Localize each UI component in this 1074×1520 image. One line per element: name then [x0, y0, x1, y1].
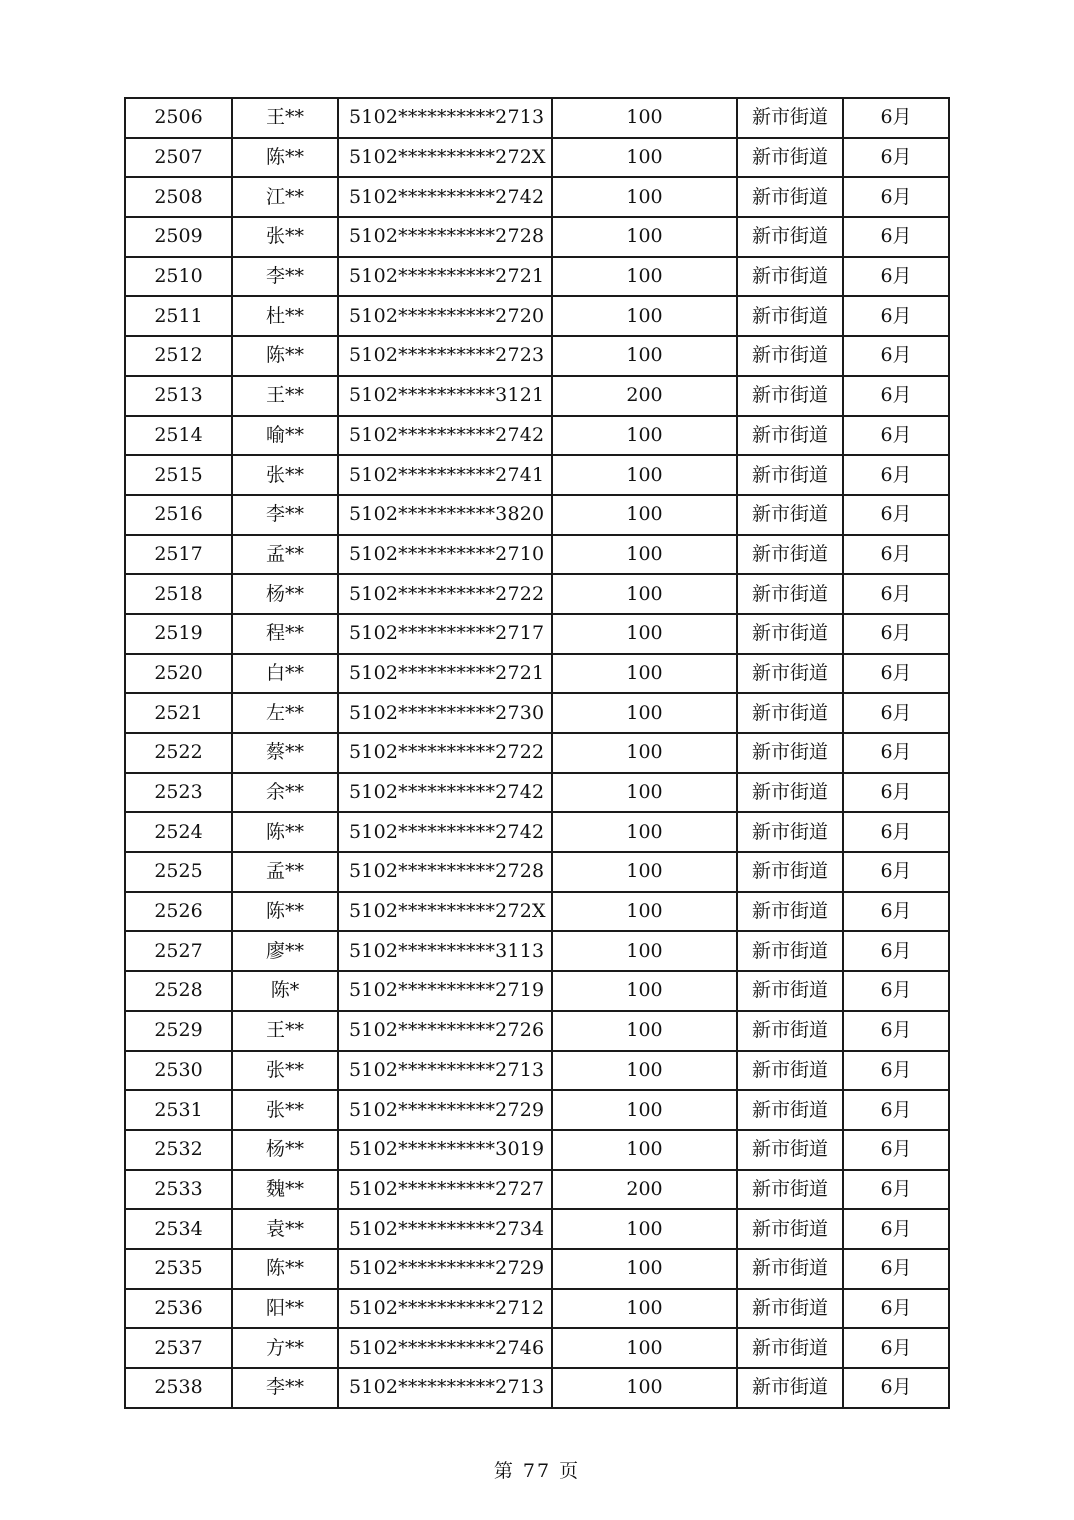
- cell-month: 6月: [843, 1249, 949, 1289]
- cell-name: 张**: [232, 217, 338, 257]
- cell-amount: 100: [552, 455, 737, 495]
- table-row: [125, 654, 949, 694]
- cell-serial-number: 2535: [125, 1249, 232, 1289]
- cell-serial-number: 2531: [125, 1090, 232, 1130]
- cell-amount: 100: [552, 1249, 737, 1289]
- table-row: [125, 535, 949, 575]
- cell-name: 陈**: [232, 812, 338, 852]
- cell-month: 6月: [843, 257, 949, 297]
- cell-month: 6月: [843, 1051, 949, 1091]
- cell-id-number: 5102**********272X: [338, 892, 552, 932]
- table-row: [125, 931, 949, 971]
- cell-amount: 100: [552, 693, 737, 733]
- cell-name: 孟**: [232, 535, 338, 575]
- cell-serial-number: 2515: [125, 455, 232, 495]
- cell-street: 新市街道: [737, 614, 843, 654]
- cell-id-number: 5102**********272X: [338, 138, 552, 178]
- cell-id-number: 5102**********2721: [338, 257, 552, 297]
- cell-amount: 100: [552, 296, 737, 336]
- cell-street: 新市街道: [737, 535, 843, 575]
- cell-serial-number: 2511: [125, 296, 232, 336]
- cell-name: 张**: [232, 1051, 338, 1091]
- cell-month: 6月: [843, 1170, 949, 1210]
- cell-month: 6月: [843, 336, 949, 376]
- table-row: [125, 614, 949, 654]
- table-row: [125, 892, 949, 932]
- cell-month: 6月: [843, 98, 949, 138]
- cell-id-number: 5102**********2721: [338, 654, 552, 694]
- cell-name: 陈**: [232, 336, 338, 376]
- table-row: [125, 773, 949, 813]
- cell-month: 6月: [843, 455, 949, 495]
- cell-month: 6月: [843, 416, 949, 456]
- cell-serial-number: 2534: [125, 1209, 232, 1249]
- cell-month: 6月: [843, 654, 949, 694]
- cell-amount: 100: [552, 931, 737, 971]
- cell-amount: 100: [552, 1051, 737, 1091]
- cell-serial-number: 2538: [125, 1368, 232, 1408]
- cell-amount: 200: [552, 1170, 737, 1210]
- cell-month: 6月: [843, 733, 949, 773]
- cell-month: 6月: [843, 1209, 949, 1249]
- cell-name: 白**: [232, 654, 338, 694]
- cell-name: 孟**: [232, 852, 338, 892]
- cell-amount: 100: [552, 614, 737, 654]
- cell-name: 魏**: [232, 1170, 338, 1210]
- cell-amount: 100: [552, 654, 737, 694]
- cell-street: 新市街道: [737, 892, 843, 932]
- cell-name: 杜**: [232, 296, 338, 336]
- table-row: [125, 1011, 949, 1051]
- cell-amount: 100: [552, 535, 737, 575]
- cell-street: 新市街道: [737, 1170, 843, 1210]
- table-row: [125, 1170, 949, 1210]
- cell-street: 新市街道: [737, 1011, 843, 1051]
- cell-id-number: 5102**********2722: [338, 574, 552, 614]
- cell-street: 新市街道: [737, 971, 843, 1011]
- table-row: [125, 1209, 949, 1249]
- cell-amount: 100: [552, 257, 737, 297]
- cell-street: 新市街道: [737, 812, 843, 852]
- cell-id-number: 5102**********3019: [338, 1130, 552, 1170]
- cell-street: 新市街道: [737, 98, 843, 138]
- cell-amount: 200: [552, 376, 737, 416]
- cell-serial-number: 2523: [125, 773, 232, 813]
- cell-month: 6月: [843, 1090, 949, 1130]
- cell-name: 张**: [232, 455, 338, 495]
- cell-name: 廖**: [232, 931, 338, 971]
- table-row: [125, 336, 949, 376]
- cell-id-number: 5102**********2742: [338, 416, 552, 456]
- cell-amount: 100: [552, 416, 737, 456]
- table-row: [125, 376, 949, 416]
- cell-id-number: 5102**********2729: [338, 1249, 552, 1289]
- table-row: [125, 812, 949, 852]
- cell-month: 6月: [843, 296, 949, 336]
- cell-month: 6月: [843, 1011, 949, 1051]
- cell-name: 程**: [232, 614, 338, 654]
- table-row: [125, 852, 949, 892]
- cell-serial-number: 2507: [125, 138, 232, 178]
- cell-name: 陈**: [232, 138, 338, 178]
- cell-amount: 100: [552, 892, 737, 932]
- cell-amount: 100: [552, 495, 737, 535]
- table-row: [125, 416, 949, 456]
- cell-id-number: 5102**********3113: [338, 931, 552, 971]
- cell-street: 新市街道: [737, 654, 843, 694]
- cell-month: 6月: [843, 693, 949, 733]
- cell-street: 新市街道: [737, 931, 843, 971]
- table-row: [125, 1289, 949, 1329]
- cell-id-number: 5102**********2719: [338, 971, 552, 1011]
- cell-street: 新市街道: [737, 852, 843, 892]
- cell-id-number: 5102**********2730: [338, 693, 552, 733]
- cell-street: 新市街道: [737, 376, 843, 416]
- cell-street: 新市街道: [737, 455, 843, 495]
- table-row: [125, 177, 949, 217]
- cell-id-number: 5102**********2728: [338, 852, 552, 892]
- cell-street: 新市街道: [737, 1249, 843, 1289]
- cell-amount: 100: [552, 574, 737, 614]
- cell-id-number: 5102**********2741: [338, 455, 552, 495]
- cell-name: 王**: [232, 376, 338, 416]
- records-body: [125, 98, 949, 1408]
- cell-name: 张**: [232, 1090, 338, 1130]
- cell-name: 李**: [232, 1368, 338, 1408]
- cell-street: 新市街道: [737, 217, 843, 257]
- cell-street: 新市街道: [737, 773, 843, 813]
- table-row: [125, 1368, 949, 1408]
- cell-id-number: 5102**********2742: [338, 177, 552, 217]
- cell-serial-number: 2527: [125, 931, 232, 971]
- cell-serial-number: 2536: [125, 1289, 232, 1329]
- cell-amount: 100: [552, 1289, 737, 1329]
- table-row: [125, 693, 949, 733]
- cell-month: 6月: [843, 535, 949, 575]
- cell-month: 6月: [843, 1368, 949, 1408]
- cell-serial-number: 2518: [125, 574, 232, 614]
- cell-month: 6月: [843, 852, 949, 892]
- cell-serial-number: 2528: [125, 971, 232, 1011]
- page-number: 第 77 页: [493, 1460, 581, 1482]
- cell-amount: 100: [552, 1011, 737, 1051]
- cell-id-number: 5102**********3820: [338, 495, 552, 535]
- cell-name: 方**: [232, 1328, 338, 1368]
- cell-month: 6月: [843, 376, 949, 416]
- cell-amount: 100: [552, 1368, 737, 1408]
- cell-serial-number: 2530: [125, 1051, 232, 1091]
- cell-amount: 100: [552, 138, 737, 178]
- cell-serial-number: 2529: [125, 1011, 232, 1051]
- cell-id-number: 5102**********2742: [338, 773, 552, 813]
- cell-month: 6月: [843, 1289, 949, 1329]
- table-row: [125, 733, 949, 773]
- cell-id-number: 5102**********2734: [338, 1209, 552, 1249]
- cell-name: 陈**: [232, 1249, 338, 1289]
- cell-id-number: 5102**********2726: [338, 1011, 552, 1051]
- table-row: [125, 1249, 949, 1289]
- cell-street: 新市街道: [737, 574, 843, 614]
- table-row: [125, 138, 949, 178]
- cell-serial-number: 2517: [125, 535, 232, 575]
- cell-month: 6月: [843, 574, 949, 614]
- cell-serial-number: 2533: [125, 1170, 232, 1210]
- cell-id-number: 5102**********2722: [338, 733, 552, 773]
- cell-month: 6月: [843, 1130, 949, 1170]
- cell-street: 新市街道: [737, 138, 843, 178]
- cell-serial-number: 2524: [125, 812, 232, 852]
- cell-serial-number: 2509: [125, 217, 232, 257]
- cell-amount: 100: [552, 1328, 737, 1368]
- cell-id-number: 5102**********2712: [338, 1289, 552, 1329]
- table-row: [125, 217, 949, 257]
- cell-month: 6月: [843, 812, 949, 852]
- cell-street: 新市街道: [737, 733, 843, 773]
- records-table: [124, 97, 950, 1409]
- cell-serial-number: 2522: [125, 733, 232, 773]
- cell-serial-number: 2506: [125, 98, 232, 138]
- cell-id-number: 5102**********3121: [338, 376, 552, 416]
- cell-id-number: 5102**********2742: [338, 812, 552, 852]
- table-row: [125, 495, 949, 535]
- cell-serial-number: 2508: [125, 177, 232, 217]
- cell-name: 左**: [232, 693, 338, 733]
- cell-street: 新市街道: [737, 1289, 843, 1329]
- table-row: [125, 296, 949, 336]
- cell-id-number: 5102**********2727: [338, 1170, 552, 1210]
- cell-street: 新市街道: [737, 1368, 843, 1408]
- cell-serial-number: 2516: [125, 495, 232, 535]
- cell-id-number: 5102**********2713: [338, 1368, 552, 1408]
- cell-id-number: 5102**********2717: [338, 614, 552, 654]
- cell-month: 6月: [843, 217, 949, 257]
- cell-month: 6月: [843, 892, 949, 932]
- cell-street: 新市街道: [737, 1130, 843, 1170]
- cell-amount: 100: [552, 98, 737, 138]
- table-row: [125, 574, 949, 614]
- cell-serial-number: 2520: [125, 654, 232, 694]
- cell-name: 袁**: [232, 1209, 338, 1249]
- cell-serial-number: 2537: [125, 1328, 232, 1368]
- cell-name: 喻**: [232, 416, 338, 456]
- table-row: [125, 1090, 949, 1130]
- cell-amount: 100: [552, 733, 737, 773]
- cell-serial-number: 2526: [125, 892, 232, 932]
- table-row: [125, 971, 949, 1011]
- cell-month: 6月: [843, 773, 949, 813]
- cell-street: 新市街道: [737, 1090, 843, 1130]
- cell-street: 新市街道: [737, 296, 843, 336]
- cell-amount: 100: [552, 336, 737, 376]
- cell-name: 李**: [232, 257, 338, 297]
- cell-id-number: 5102**********2720: [338, 296, 552, 336]
- cell-month: 6月: [843, 1328, 949, 1368]
- cell-id-number: 5102**********2713: [338, 1051, 552, 1091]
- cell-id-number: 5102**********2729: [338, 1090, 552, 1130]
- cell-serial-number: 2512: [125, 336, 232, 376]
- cell-month: 6月: [843, 177, 949, 217]
- cell-amount: 100: [552, 812, 737, 852]
- cell-amount: 100: [552, 1090, 737, 1130]
- cell-name: 李**: [232, 495, 338, 535]
- cell-serial-number: 2525: [125, 852, 232, 892]
- cell-street: 新市街道: [737, 1328, 843, 1368]
- cell-name: 王**: [232, 1011, 338, 1051]
- cell-street: 新市街道: [737, 495, 843, 535]
- table-row: [125, 257, 949, 297]
- cell-id-number: 5102**********2746: [338, 1328, 552, 1368]
- cell-month: 6月: [843, 971, 949, 1011]
- cell-serial-number: 2532: [125, 1130, 232, 1170]
- cell-street: 新市街道: [737, 1051, 843, 1091]
- cell-id-number: 5102**********2728: [338, 217, 552, 257]
- cell-name: 陈**: [232, 892, 338, 932]
- table-row: [125, 1051, 949, 1091]
- cell-id-number: 5102**********2713: [338, 98, 552, 138]
- cell-serial-number: 2514: [125, 416, 232, 456]
- cell-month: 6月: [843, 495, 949, 535]
- cell-month: 6月: [843, 614, 949, 654]
- cell-month: 6月: [843, 931, 949, 971]
- cell-street: 新市街道: [737, 257, 843, 297]
- cell-street: 新市街道: [737, 177, 843, 217]
- cell-name: 余**: [232, 773, 338, 813]
- cell-id-number: 5102**********2710: [338, 535, 552, 575]
- cell-amount: 100: [552, 217, 737, 257]
- cell-street: 新市街道: [737, 416, 843, 456]
- table-row: [125, 98, 949, 138]
- cell-serial-number: 2513: [125, 376, 232, 416]
- cell-serial-number: 2510: [125, 257, 232, 297]
- cell-amount: 100: [552, 852, 737, 892]
- cell-amount: 100: [552, 773, 737, 813]
- cell-serial-number: 2521: [125, 693, 232, 733]
- cell-amount: 100: [552, 1130, 737, 1170]
- cell-id-number: 5102**********2723: [338, 336, 552, 376]
- cell-name: 陈*: [232, 971, 338, 1011]
- cell-amount: 100: [552, 1209, 737, 1249]
- cell-street: 新市街道: [737, 1209, 843, 1249]
- table-row: [125, 1328, 949, 1368]
- table-row: [125, 455, 949, 495]
- table-row: [125, 1130, 949, 1170]
- cell-name: 杨**: [232, 1130, 338, 1170]
- cell-amount: 100: [552, 177, 737, 217]
- cell-name: 王**: [232, 98, 338, 138]
- cell-name: 蔡**: [232, 733, 338, 773]
- cell-month: 6月: [843, 138, 949, 178]
- cell-amount: 100: [552, 971, 737, 1011]
- cell-name: 杨**: [232, 574, 338, 614]
- cell-street: 新市街道: [737, 336, 843, 376]
- cell-name: 江**: [232, 177, 338, 217]
- cell-street: 新市街道: [737, 693, 843, 733]
- cell-name: 阳**: [232, 1289, 338, 1329]
- cell-serial-number: 2519: [125, 614, 232, 654]
